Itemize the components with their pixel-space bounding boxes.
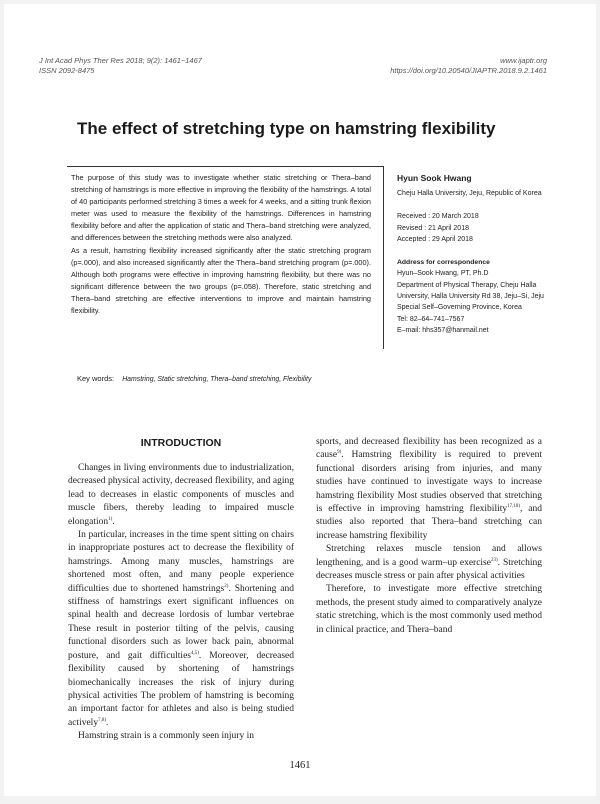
keywords-label: Key words: bbox=[77, 374, 115, 383]
correspondence-heading: Address for correspondence bbox=[397, 259, 490, 267]
keywords-values: Hamstring, Static stretching, Thera–band stretching, Flexibility bbox=[122, 376, 312, 383]
paragraph: Stretching relaxes muscle tension and allows lengthening, and is a good warm–up exercise$^{23)}$. Stretching decreases muscle stress or pain after physical activities bbox=[316, 544, 542, 582]
correspondence-name: Hyun–Sook Hwang, PT, Ph.D bbox=[397, 270, 489, 278]
paragraph: Therefore, to investigate more effective stretching methods, the present study aimed to comparatively analyze static stretching, which is the most commonly used method in clinical practice, and Thera–band bbox=[316, 584, 542, 635]
paper-page bbox=[4, 4, 596, 796]
paragraph: sports, and decreased flexibility has been recognized as a cause$^{9)}$. Hamstring flexibility is required to prevent functional disorders arising from injuries, and many studies have continued to investigate ways to increase hamstring flexibility Most studies observed that stretching is effective in improving hamstring flexibility$^{17,18)}$, and studies also reported that Thera–band stretching can increase hamstring flexibility bbox=[316, 437, 542, 541]
journal-header-left bbox=[39, 56, 202, 76]
revised-date: Revised : 21 April 2018 bbox=[397, 224, 469, 232]
journal-header-right bbox=[390, 56, 547, 76]
paper-title: The effect of stretching type on hamstring flexibility bbox=[77, 119, 496, 138]
correspondence-tel: Tel: 82–64–741–7567 bbox=[397, 315, 465, 323]
correspondence-address: Department of Physical Therapy, Cheju Halla University, Halla University Rd 38, Jeju–Si, Jeju Special Self–Governing Province, Korea bbox=[397, 281, 544, 312]
body-column-left bbox=[68, 462, 294, 744]
page-number: 1461 bbox=[289, 760, 311, 771]
correspondence-block bbox=[397, 268, 547, 336]
paragraph: Hamstring strain is a commonly seen injury in bbox=[78, 731, 254, 742]
body-column-right bbox=[316, 436, 542, 637]
journal-site-link[interactable]: www.ijaptr.org bbox=[500, 56, 547, 65]
abstract-paragraph-1: The purpose of this study was to investigate whether static stretching or Thera–band stretching of hamstrings is more effective in improving the flexibility of the hamstrings. A total of 40 participants performed stretching 3 times a week for 4 weeks, and a sitting trunk flexion meter was used to measure the flexibility of the hamstrings. Differences in hamstring flexibility before and after the application of static and Thera–band stretching were analyzed, and differences between the stretching methods were also analyzed. bbox=[71, 173, 371, 243]
author-affiliation: Cheju Halla University, Jeju, Republic of Korea bbox=[397, 190, 542, 197]
correspondence-email[interactable]: E–mail: hhs357@hanmail.net bbox=[397, 326, 489, 334]
accepted-date: Accepted : 29 April 2018 bbox=[397, 235, 473, 243]
article-dates bbox=[397, 211, 547, 245]
issn: ISSN 2092-8475 bbox=[39, 66, 95, 75]
paragraph: In particular, increases in the time spent sitting on chairs in inappropriate postures act to decrease the flexibility of hamstrings. Among many muscles, hamstrings are shortened most often, and many people experience difficulties due to shortened hamstrings$^{2)}$. Shortening and stiffness of hamstrings exert significant influences on spinal health and decrease lordosis of lumbar vertebrae These result in posterior tilting of the pelvis, causing functional disorders such as lower back pain, abnormal posture, and gait difficulties$^{4,5)}$. Moreover, decreased flexibility caused by shortening of hamstrings biomechanically increases the risk of injury during physical activities The problem of hamstring is becoming an important factor for athletes and also is being studied actively$^{7,8)}$. bbox=[68, 530, 294, 728]
doi-link[interactable]: https://doi.org/10.20540/JIAPTR.2018.9.2.1461 bbox=[390, 66, 547, 75]
paragraph: Changes in living environments due to industrialization, decreased physical activity, decreased flexibility, and aging lead to decreases in elastic components of muscles and muscle fibers, thereby leading to impaired muscle elongation$^{1)}$. bbox=[68, 463, 294, 527]
section-heading: INTRODUCTION bbox=[140, 437, 222, 449]
author-sidebar bbox=[397, 172, 547, 336]
received-date: Received : 20 March 2018 bbox=[397, 213, 479, 221]
abstract-paragraph-2: As a result, hamstring flexibility increased significantly after the static stretching program (p=.000), and also increased significantly after the Thera–band stretching program (p=.000). Although both programs were effective in improving hamstring flexibility, but there was no significant difference between the two groups (p=.058). Therefore, static stretching and Thera–band stretching are effective interventions to improve and maintain hamstring flexibility. bbox=[71, 245, 371, 316]
abstract bbox=[71, 172, 371, 317]
journal-citation: J Int Acad Phys Ther Res 2018; 9(2): 1461~1467 bbox=[39, 56, 202, 65]
author-name: Hyun Sook Hwang bbox=[397, 173, 472, 183]
keywords bbox=[77, 374, 311, 383]
